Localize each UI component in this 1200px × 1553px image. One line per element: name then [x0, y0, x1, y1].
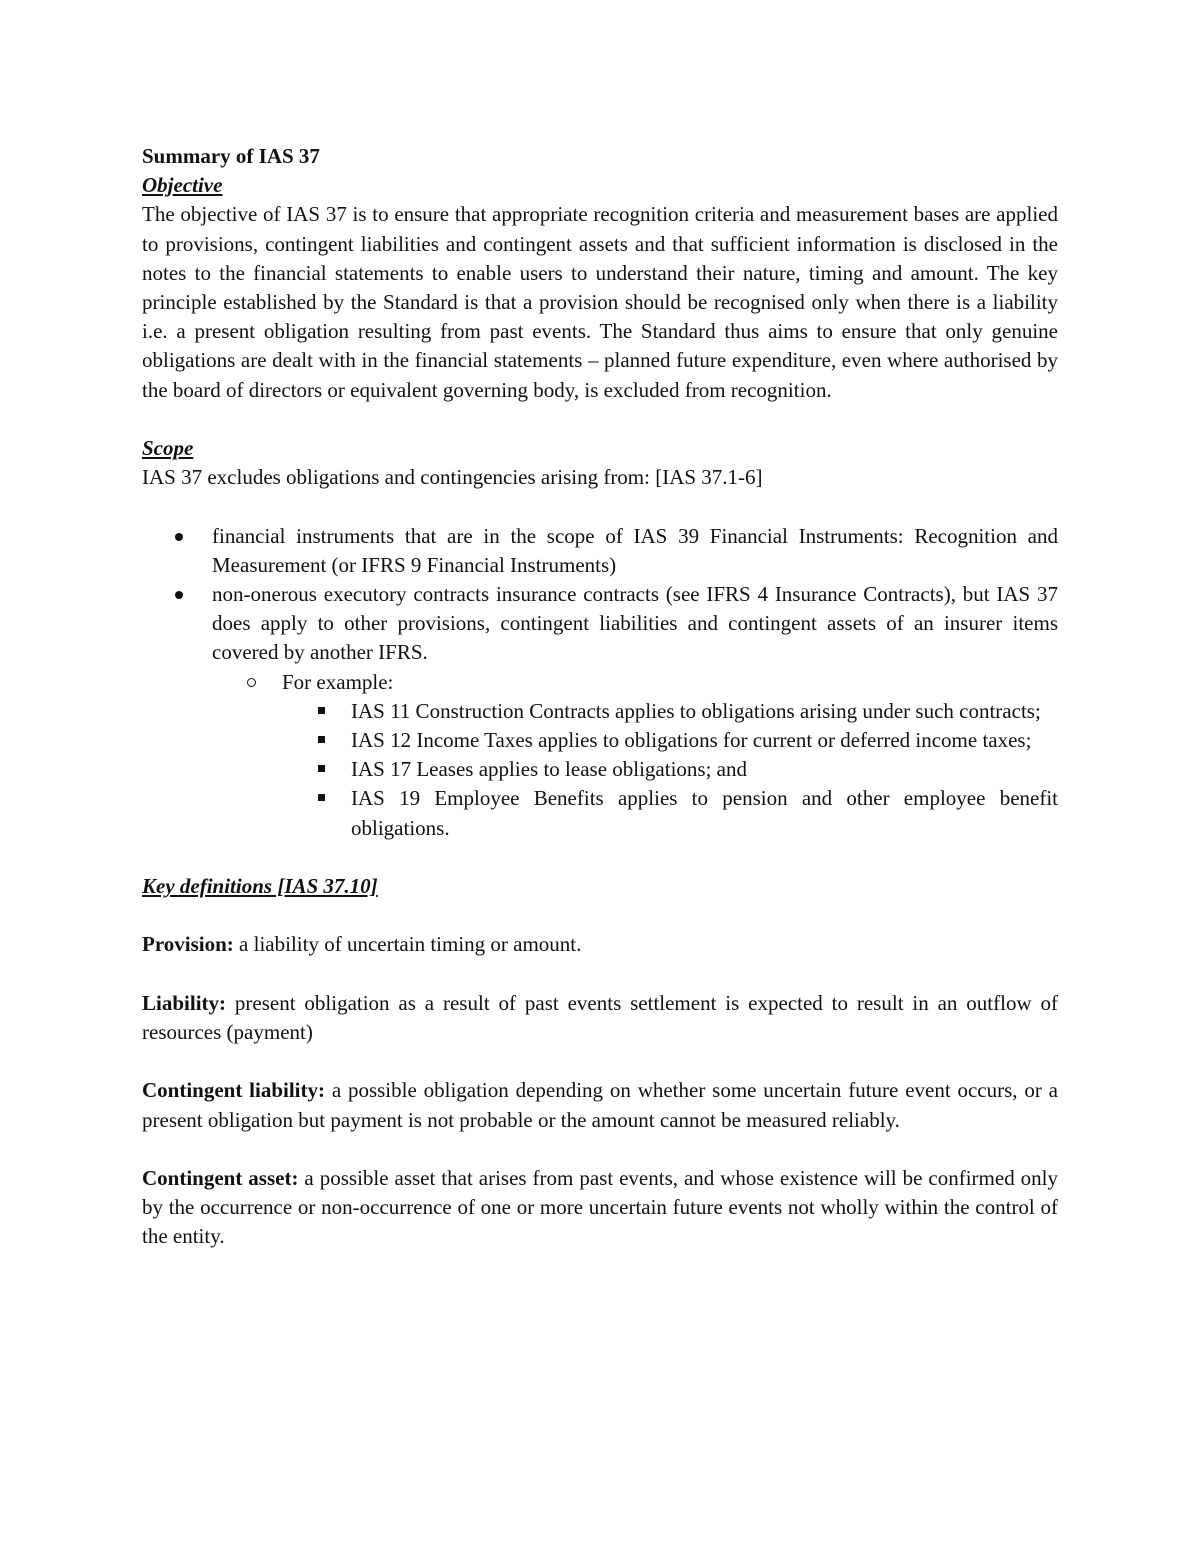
definition-contingent-asset: [142, 1164, 1058, 1252]
document-title: Summary of IAS 37: [142, 144, 320, 168]
definition-liability: [142, 989, 1058, 1047]
definition-term: Contingent liability:: [142, 1078, 325, 1103]
example-item: IAS 17 Leases applies to lease obligations; and: [351, 755, 1058, 784]
spacer: [142, 960, 1058, 989]
definition-text: a possible asset that arises from past events, and whose existence will be confirmed only by the occurrence or non-occurrence of one or more uncertain future events not wholly within the control of the entity.: [142, 1166, 1058, 1249]
spacer: [142, 405, 1058, 434]
scope-bullet-text: non-onerous executory contracts insurance contracts (see IFRS 4 Insurance Contracts), but IAS 37 does apply to other provisions, contingent liabilities and contingent assets of an insurer items covered by another IFRS.: [212, 582, 1058, 665]
example-item: IAS 12 Income Taxes applies to obligations for current or deferred income taxes;: [351, 726, 1058, 755]
spacer: [142, 1135, 1058, 1164]
scope-sub-list: [282, 668, 1058, 843]
definition-contingent-liability: [142, 1076, 1058, 1134]
objective-heading: Objective: [142, 173, 223, 198]
definitions-heading: Key definitions [IAS 37.10]: [142, 874, 378, 899]
definition-text: present obligation as a result of past events settlement is expected to result in an outflow of resources (payment): [142, 990, 1058, 1045]
spacer: [142, 843, 1058, 872]
spacer: [142, 1047, 1058, 1076]
document-page: [142, 142, 1058, 1252]
scope-intro: IAS 37 excludes obligations and contingencies arising from: [IAS 37.1-6]: [142, 465, 763, 490]
examples-list: [351, 697, 1058, 843]
scope-sub-bullet: [282, 668, 1058, 843]
definition-term: Provision:: [142, 932, 234, 957]
definition-term: Contingent asset:: [142, 1166, 299, 1190]
definition-term: Liability:: [142, 990, 227, 1015]
definition-text: a liability of uncertain timing or amount.: [233, 932, 582, 957]
definition-provision: [142, 930, 1058, 959]
example-item: IAS 19 Employee Benefits applies to pension and other employee benefit obligations.: [351, 784, 1058, 842]
objective-paragraph: The objective of IAS 37 is to ensure that appropriate recognition criteria and measurement bases are applied to provisions, contingent liabilities and contingent assets and that sufficient information is disclosed in the notes to the financial statements to enable users to understand their nature, timing and amount. The key principle established by the Standard is that a provision should be recognised only when there is a liability i.e. a present obligation resulting from past events. The Standard thus aims to ensure that only genuine obligations are dealt with in the financial statements – planned future expenditure, even where authorised by the board of directors or equivalent governing body, is excluded from recognition.: [142, 202, 1058, 402]
spacer: [142, 492, 1058, 521]
scope-bullet-list: [212, 522, 1058, 843]
for-example-label: For example:: [282, 669, 394, 694]
spacer: [142, 901, 1058, 930]
scope-bullet: [212, 580, 1058, 843]
scope-heading: Scope: [142, 436, 194, 461]
definition-text: a possible obligation depending on whether some uncertain future event occurs, or a present obligation but payment is not probable or the amount cannot be measured reliably.: [142, 1078, 1058, 1132]
example-item: IAS 11 Construction Contracts applies to obligations arising under such contracts;: [351, 697, 1058, 726]
scope-bullet: financial instruments that are in the scope of IAS 39 Financial Instruments: Recognition and Measurement (or IFRS 9 Financial Instruments): [212, 522, 1058, 580]
